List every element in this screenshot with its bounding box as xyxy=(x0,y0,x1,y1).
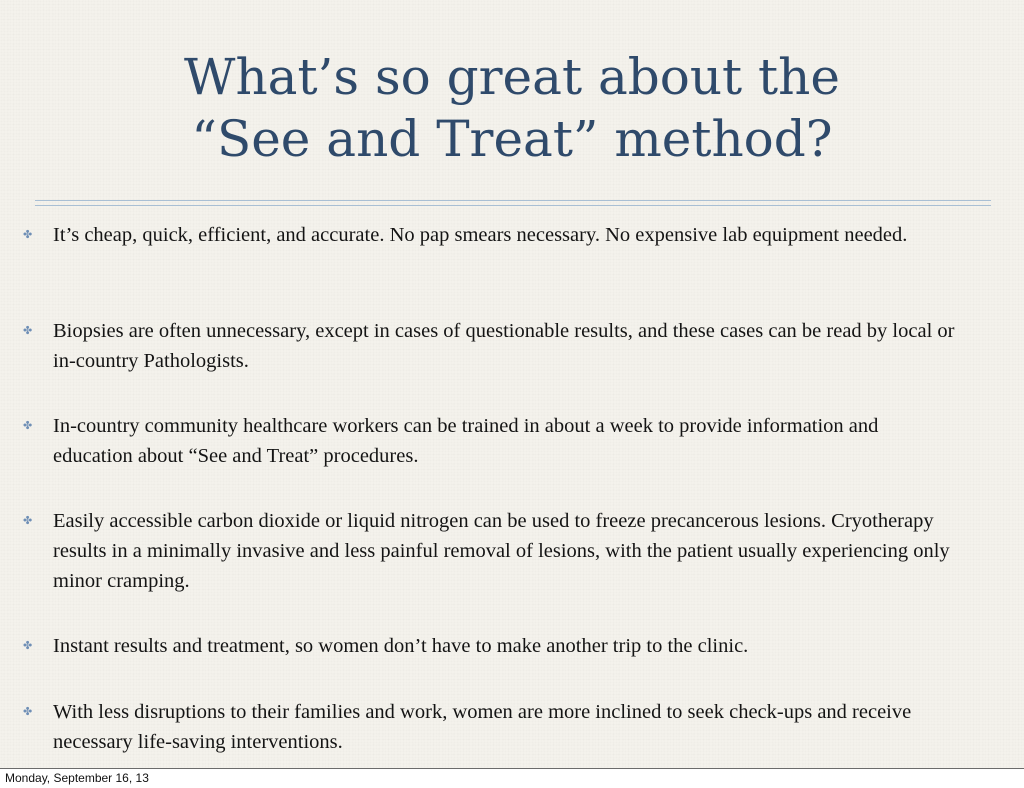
bullet-text: Biopsies are often unnecessary, except in cases of questionable results, and these cases can be read by local or in-country Pathologists. xyxy=(53,320,955,372)
bullet-text: In-country community healthcare workers can be trained in about a week to provide information and education about “See and Treat” procedures. xyxy=(53,415,879,467)
bullet-text: Instant results and treatment, so women don’t have to make another trip to the clinic. xyxy=(53,635,749,657)
fleuron-bullet-icon: ✤ xyxy=(23,514,33,527)
bullet-item xyxy=(23,697,963,757)
bullet-item xyxy=(23,506,963,596)
bullet-text: With less disruptions to their families and work, women are more inclined to seek check-ups and receive necessary life-saving interventions. xyxy=(53,701,912,753)
fleuron-bullet-icon: ✤ xyxy=(23,639,33,652)
print-footer xyxy=(0,768,1024,788)
bullet-item xyxy=(23,316,963,376)
slide-title-line-1: What’s so great about the xyxy=(184,48,840,106)
fleuron-bullet-icon: ✤ xyxy=(23,324,33,337)
fleuron-bullet-icon: ✤ xyxy=(23,419,33,432)
fleuron-bullet-icon: ✤ xyxy=(23,705,33,718)
footer-date: Monday, September 16, 13 xyxy=(5,771,149,785)
bullet-item xyxy=(23,411,963,471)
fleuron-bullet-icon: ✤ xyxy=(23,228,33,241)
bullet-text: It’s cheap, quick, efficient, and accurate. No pap smears necessary. No expensive lab equipment needed. xyxy=(53,224,908,246)
bullet-text: Easily accessible carbon dioxide or liquid nitrogen can be used to freeze precancerous lesions. Cryotherapy results in a minimally invasive and less painful removal of lesions, with the patient usually experiencing only minor cramping. xyxy=(53,510,950,592)
bullet-item xyxy=(23,220,963,250)
bullet-item xyxy=(23,631,963,661)
slide-title-line-2: “See and Treat” method? xyxy=(191,110,833,168)
